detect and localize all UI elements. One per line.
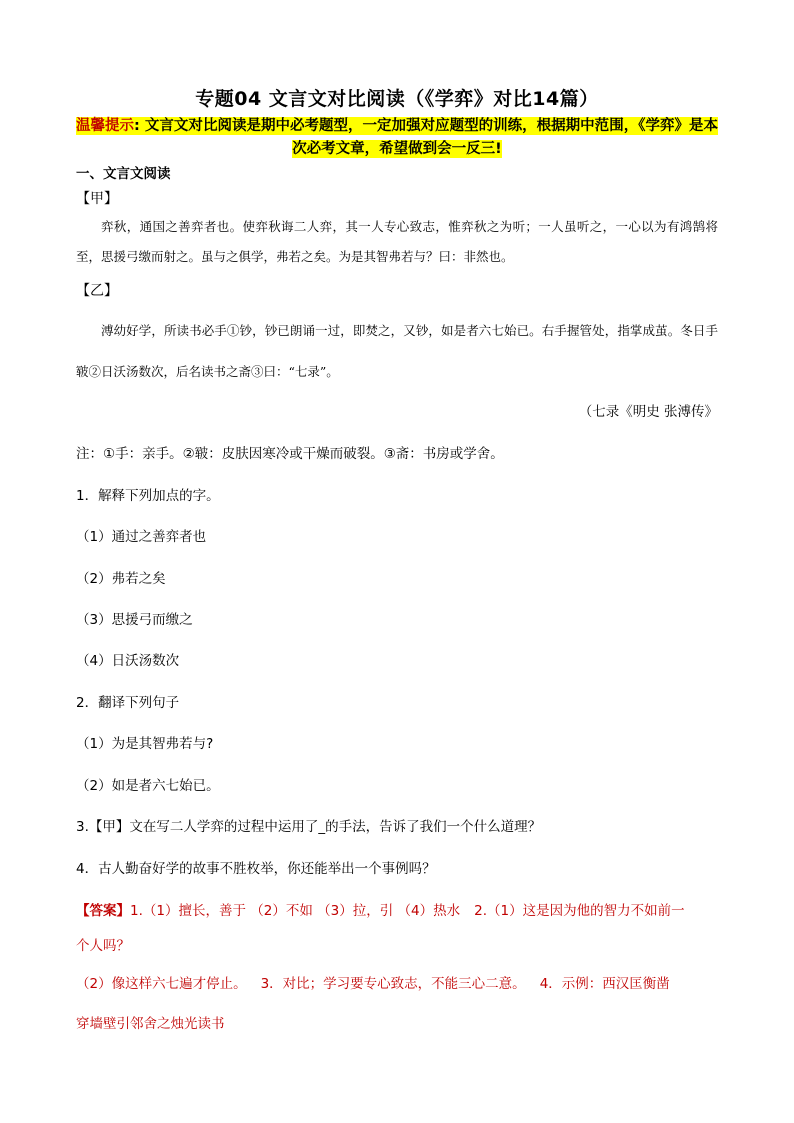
answer-part: 3．对比；学习要专心致志，不能三心二意。: [260, 976, 526, 992]
question-1-item: （1）通过之善弈者也: [76, 529, 207, 545]
passage-b-label: 【乙】: [76, 283, 118, 299]
answer-line-4: 穿墙壁引邻舍之烛光读书: [76, 1016, 225, 1032]
tip-text: : 文言文对比阅读是期中必考题型，一定加强对应题型的训练，根据期中范围，《学弈》是本次必考文章，希望做到会一反三!: [134, 118, 719, 157]
question-1-item: （3）思援弓而缴之: [76, 612, 193, 628]
question-4: 4．古人勤奋好学的故事不胜枚举，你还能举出一个事例吗？: [76, 861, 436, 877]
answer-label: 【答案】: [76, 903, 130, 919]
answer-part: 4．示例：西汉匡衡凿: [539, 976, 670, 992]
passage-b-source: （七录《明史 张溥传》: [578, 404, 718, 420]
answer-part: 2.（1）这是因为他的智力不如前一: [474, 903, 685, 919]
tip-banner: [76, 115, 718, 161]
question-2-item: （1）为是其智弗若与?: [76, 736, 214, 752]
question-3: 3.【甲】文在写二人学弈的过程中运用了_的手法，告诉了我们一个什么道理？: [76, 819, 542, 835]
question-1-item: （4）日沃汤数次: [76, 653, 180, 669]
question-1: 1．解释下列加点的字。: [76, 488, 220, 504]
answer-line-3: [76, 972, 670, 992]
answer-line-1: [76, 899, 685, 919]
section-heading: 一、文言文阅读: [76, 166, 171, 182]
passage-b-text: 溥幼好学，所读书必手①钞，钞已朗诵一过，即焚之，又钞，如是者六七始已。右手握管处，指掌成茧。冬日手皲②日沃汤数次，后名读书之斋③曰：“七录”。: [76, 323, 718, 379]
notes: 注：①手：亲手。②皲：皮肤因寒冷或干燥而破裂。③斋：书房或学舍。: [76, 446, 504, 462]
answer-part: 1.（1）擅长，善于 （2）不如 （3）拉，引 （4）热水: [130, 903, 461, 919]
question-2-item: （2）如是者六七始已。: [76, 778, 220, 794]
passage-a-text: 弈秋，通国之善弈者也。使弈秋诲二人弈，其一人专心致志，惟弈秋之为听；一人虽听之，一心以为有鸿鹄将至，思援弓缴而射之。虽与之俱学，弗若之矣。为是其智弗若与？曰：非然也。: [76, 219, 718, 264]
page-title: 专题04 文言文对比阅读（《学弈》对比14篇）: [195, 88, 599, 110]
passage-a-label: 【甲】: [76, 191, 118, 207]
question-2: 2．翻译下列句子: [76, 695, 180, 711]
question-1-item: （2）弗若之矣: [76, 571, 166, 587]
answer-line-2: 个人吗？: [76, 938, 130, 954]
tip-label: 温馨提示: [76, 118, 135, 134]
answer-part: （2）像这样六七遍才停止。: [76, 976, 247, 992]
